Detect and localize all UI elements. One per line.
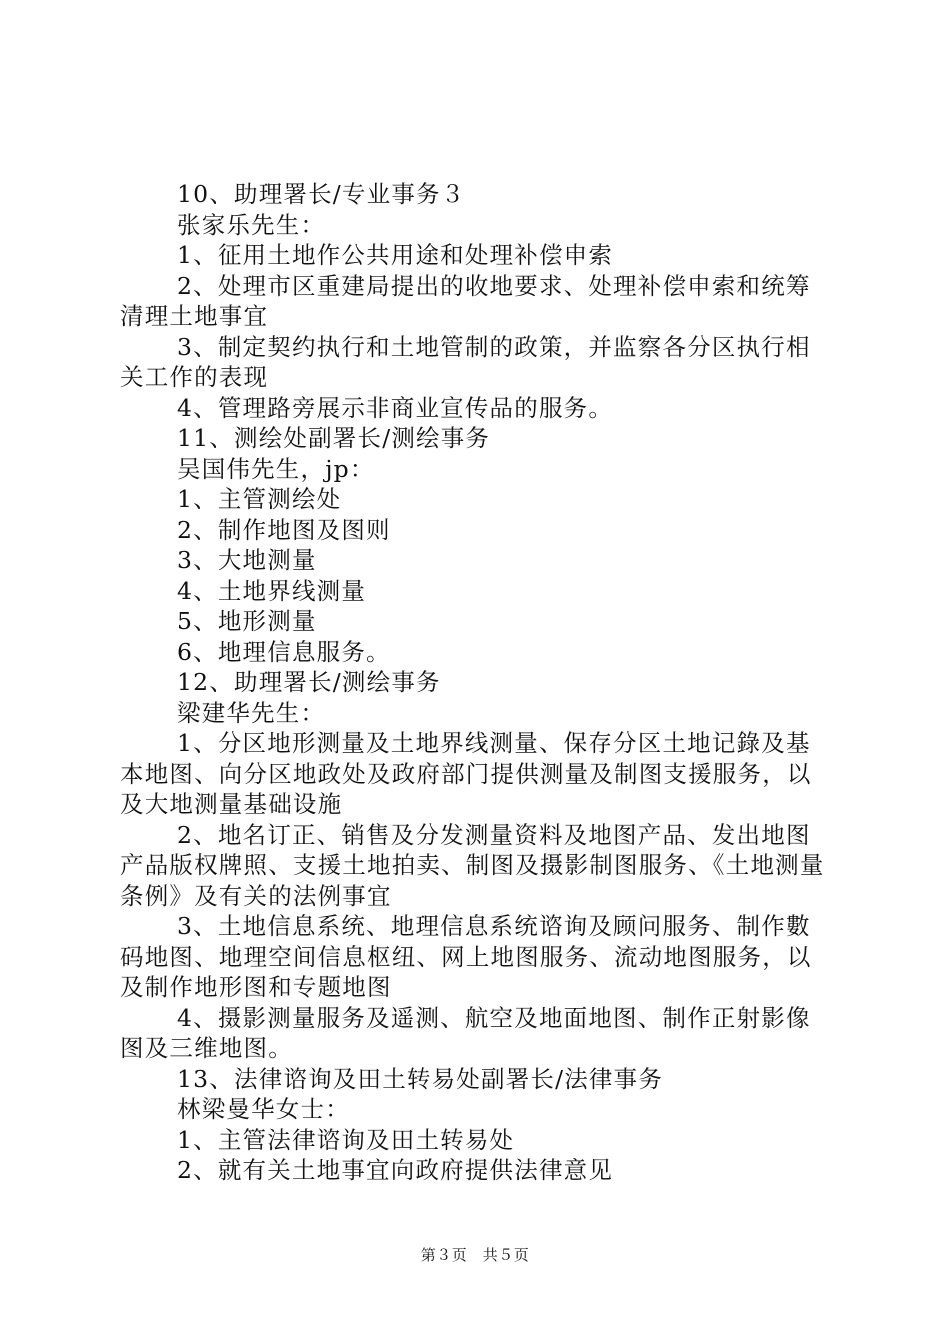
officer-name: 吴国伟先生，jp： — [177, 454, 375, 483]
duty-item: 1、主管法律谘询及田土转易处 — [177, 1125, 515, 1154]
duty-item: 1、分区地形测量及土地界线测量、保存分区土地记錄及基本地图、向分区地政处及政府部门提供测量及制图支援服务，以及大地测量基础设施 — [120, 729, 812, 818]
duty-item: 2、处理市区重建局提出的收地要求、处理补偿申索和统筹清理土地事宜 — [120, 271, 811, 330]
duty-item: 2、地名订正、销售及分发测量资料及地图产品、发出地图产品版权牌照、支援土地拍卖、制图及摄影制图服务、《土地测量条例》及有关的法例事宜 — [120, 820, 825, 910]
heading-assistant-director-survey: 12、助理署长/测绘事务 — [177, 668, 441, 696]
duty-item: 3、土地信息系统、地理信息系统谘询及顾问服务、制作數码地图、地理空间信息枢纽、网上地图服务、流动地图服务，以及制作地形图和专题地图 — [120, 912, 812, 1001]
duty-item: 5、地形测量 — [177, 607, 317, 635]
officer-name: 张家乐先生： — [177, 210, 326, 239]
heading-deputy-director-survey: 11、测绘处副署长/测绘事务 — [177, 424, 491, 452]
duty-item: 4、摄影测量服务及遥测、航空及地面地图、制作正射影像图及三维地图。 — [120, 1003, 811, 1062]
page-number-footer: 第３页 共５页 — [420, 1246, 530, 1264]
duty-item: 4、管理路旁展示非商业宣传品的服务。 — [177, 393, 614, 422]
duty-item: 2、制作地图及图则 — [177, 515, 391, 544]
duty-item: 1、征用土地作公共用途和处理补偿申索 — [177, 241, 614, 269]
heading-assistant-director-specialist: 10、助理署长/专业事务３ — [177, 180, 466, 208]
duty-item: 2、就有关土地事宜向政府提供法律意见 — [177, 1156, 614, 1184]
duty-item: 1、主管测绘处 — [177, 485, 342, 513]
duty-item: 3、制定契约执行和土地管制的政策，并监察各分区执行相关工作的表现 — [120, 332, 811, 391]
officer-name: 梁建华先生： — [177, 698, 326, 727]
duty-item: 3、大地测量 — [177, 546, 317, 574]
duty-item: 4、土地界线测量 — [177, 576, 367, 605]
document-body — [120, 179, 832, 1186]
officer-name: 林梁曼华女士： — [177, 1095, 350, 1123]
duty-item: 6、地理信息服务。 — [177, 637, 391, 666]
heading-deputy-director-legal: 13、法律谘询及田土转易处副署长/法律事务 — [177, 1064, 664, 1093]
